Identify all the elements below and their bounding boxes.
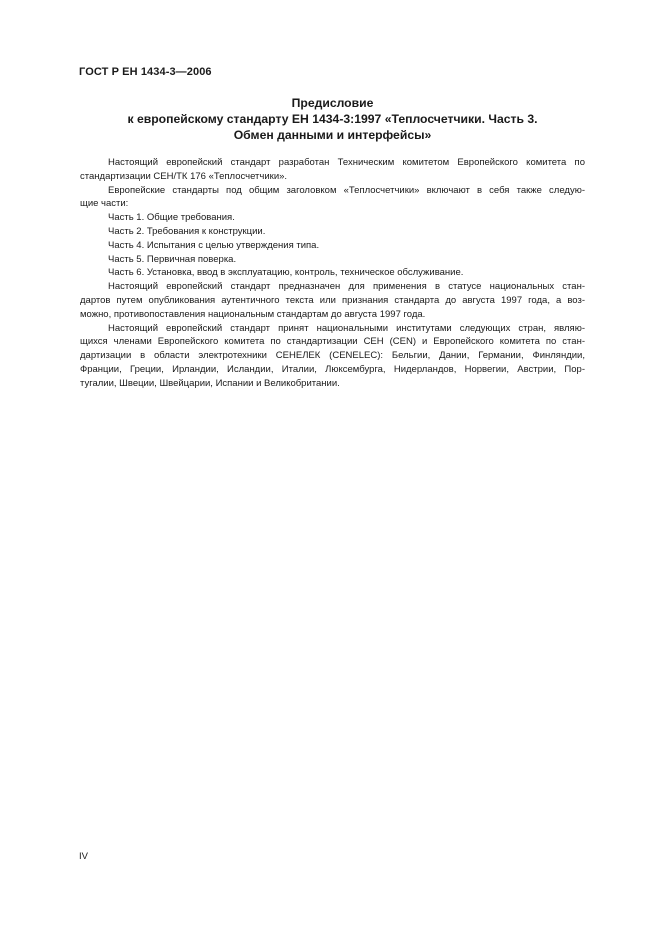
title-line-2: к европейскому стандарту ЕН 1434-3:1997 «Теплосчетчики. Часть 3. xyxy=(127,112,538,126)
document-header: ГОСТ Р ЕН 1434-3—2006 xyxy=(79,66,212,78)
foreword-body xyxy=(80,156,585,391)
paragraph-line: стандартизации СЕН/ТК 176 «Теплосчетчики». xyxy=(80,170,288,182)
title-line-3: Обмен данными и интерфейсы» xyxy=(233,128,432,142)
foreword-title xyxy=(80,95,585,143)
list-item: Часть 6. Установка, ввод в эксплуатацию, контроль, техническое обслуживание. xyxy=(108,267,464,279)
paragraph-line: Настоящий европейский стандарт предназначен для применения в статусе национальных стан- xyxy=(108,281,585,293)
paragraph-line: тугалии, Швеции, Швейцарии, Испании и Великобритании. xyxy=(80,377,340,389)
paragraph-line: щие части: xyxy=(80,198,129,210)
title-line-1: Предисловие xyxy=(291,96,374,110)
paragraph-line: можно, противопоставления национальным стандартам до августа 1997 года. xyxy=(80,308,426,320)
list-item: Часть 1. Общие требования. xyxy=(108,212,235,224)
paragraph-line: Настоящий европейский стандарт принят национальными институтами следующих стран, являю- xyxy=(108,322,585,334)
paragraph-line: щихся членами Европейского комитета по стандартизации СЕН (CEN) и Европейского комитета по стан- xyxy=(80,336,585,348)
paragraph-line: Европейские стандарты под общим заголовком «Теплосчетчики» включают в себя также следую- xyxy=(108,184,585,196)
page-number: IV xyxy=(79,851,88,862)
list-item: Часть 5. Первичная поверка. xyxy=(108,253,237,265)
paragraph-line: дартизации в области электротехники СЕНЕЛЕК (CENELEC): Бельгии, Дании, Германии, Финляндии, xyxy=(80,350,585,362)
list-item: Часть 4. Испытания с целью утверждения типа. xyxy=(108,239,320,251)
list-item: Часть 2. Требования к конструкции. xyxy=(108,225,266,237)
paragraph-line: Франции, Греции, Ирландии, Исландии, Италии, Люксембурга, Нидерландов, Норвегии, Австрии, Пор- xyxy=(80,363,585,375)
paragraph-line: Настоящий европейский стандарт разработан Техническим комитетом Европейского комитета по xyxy=(108,157,585,168)
paragraph-line: дартов путем опубликования аутентичного текста или признания стандарта до августа 1997 года, а воз- xyxy=(80,294,585,306)
